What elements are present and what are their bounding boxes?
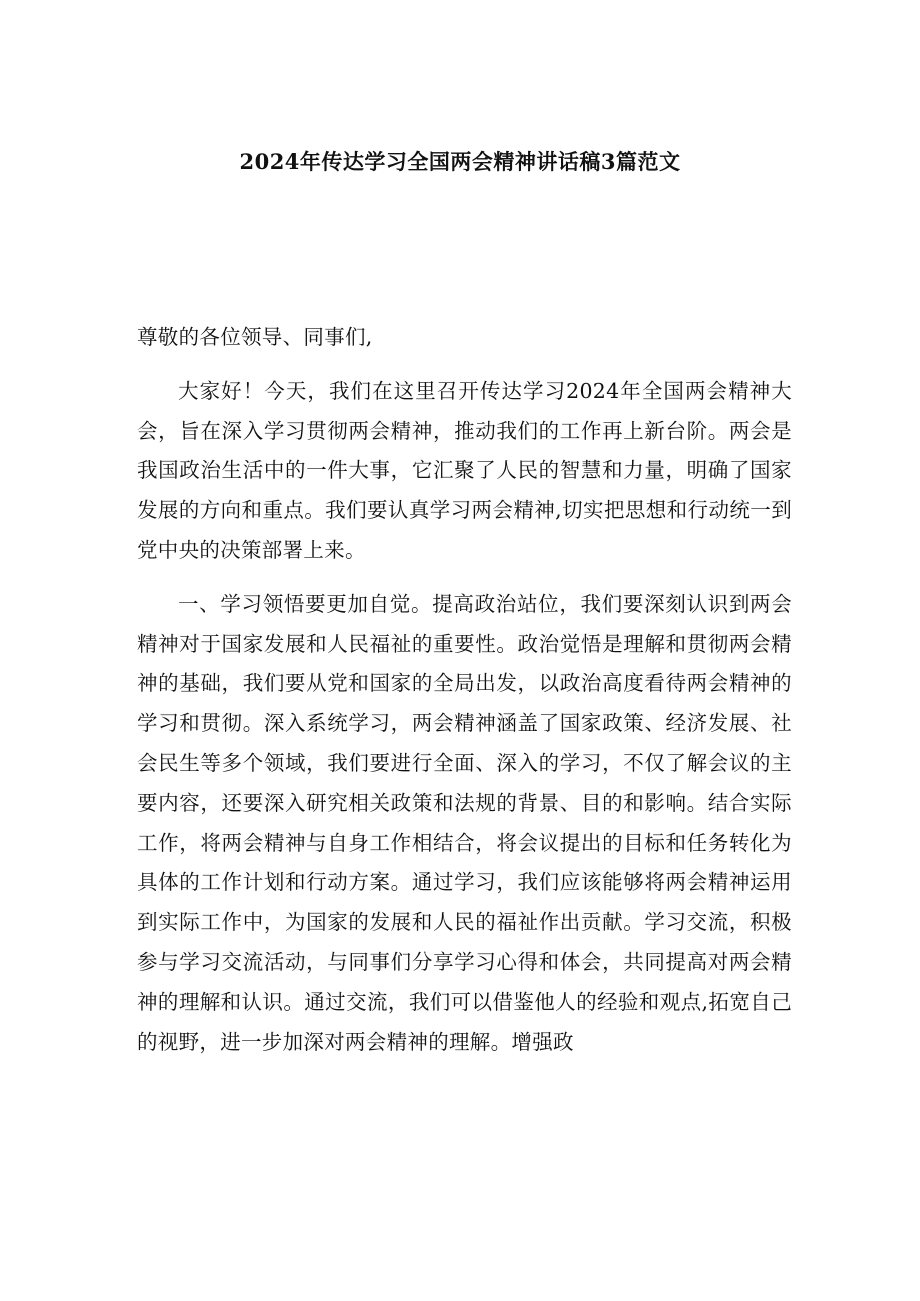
document-body [137, 318, 792, 1076]
paragraph-opening: 大家好！今天，我们在这里召开传达学习2024年全国两会精神大会，旨在深入学习贯彻两会精神，推动我们的工作再上新台阶。两会是我国政治生活中的一件大事，它汇聚了人民的智慧和力量，明确了国家发展的方向和重点。我们要认真学习两会精神,切实把思想和行动统一到党中央的决策部署上来。 [137, 378, 792, 562]
paragraph-section-one: 一、学习领悟要更加自觉。提高政治站位，我们要深刻认识到两会精神对于国家发展和人民福祉的重要性。政治觉悟是理解和贯彻两会精神的基础，我们要从党和国家的全局出发，以政治高度看待两会精神的学习和贯彻。深入系统学习，两会精神涵盖了国家政策、经济发展、社会民生等多个领域，我们要进行全面、深入的学习，不仅了解会议的主要内容，还要深入研究相关政策和法规的背景、目的和影响。结合实际工作，将两会精神与自身工作相结合，将会议提出的目标和任务转化为具体的工作计划和行动方案。通过学习，我们应该能够将两会精神运用到实际工作中，为国家的发展和人民的福祉作出贡献。学习交流，积极参与学习交流活动，与同事们分享学习心得和体会，共同提高对两会精神的理解和认识。通过交流，我们可以借鉴他人的经验和观点,拓宽自己的视野，进一步加深对两会精神的理解。增强政 [137, 591, 792, 1054]
salutation: 尊敬的各位领导、同事们, [137, 325, 373, 349]
document-title: 2024年传达学习全国两会精神讲话稿3篇范文 [239, 149, 681, 174]
